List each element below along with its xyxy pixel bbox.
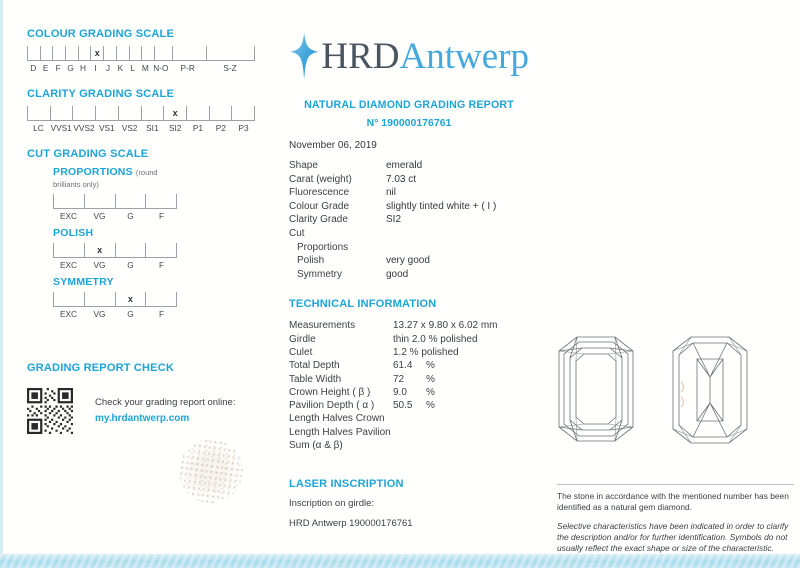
scale-cell-marked — [90, 46, 103, 60]
scale-label: P2 — [215, 123, 226, 133]
scale-cell — [154, 46, 173, 60]
inclusion-marks — [681, 382, 684, 407]
table-row — [289, 186, 529, 200]
colour-scale-bar — [27, 46, 255, 61]
row-value: 1.2 % polished — [393, 346, 459, 358]
row-value — [386, 227, 529, 241]
hrd-antwerp-logo — [289, 26, 529, 86]
scale-label: M — [141, 63, 149, 73]
row-unit: % — [426, 373, 435, 385]
cut-scale-heading: CUT GRADING SCALE — [27, 148, 149, 160]
row-value — [393, 426, 529, 439]
proportions-scale — [53, 166, 177, 221]
scale-label: P3 — [238, 123, 249, 133]
row-label: Pavilion Depth ( α ) — [289, 400, 375, 412]
scale-cell-marked — [163, 106, 186, 120]
scale-cell — [118, 106, 141, 120]
table-row — [289, 386, 529, 399]
symmetry-mark-x: x — [127, 294, 133, 304]
scale-label: EXC — [59, 211, 78, 221]
polish-scale-labels — [53, 260, 177, 270]
row-value: 13.27 x 9.80 x 6.02 mm — [393, 320, 498, 332]
row-label: Carat (weight) — [289, 173, 352, 185]
check-link[interactable]: my.hrdantwerp.com — [95, 413, 190, 424]
report-number: N° 190000176761 — [366, 117, 452, 129]
laser-inscription-value: HRD Antwerp 190000176761 — [289, 518, 413, 530]
proportions-note: (round brilliants only) — [53, 168, 158, 189]
proportions-scale-labels — [53, 211, 177, 221]
disclaimer-divider — [557, 484, 794, 485]
clarity-grading-scale — [27, 88, 255, 133]
clarity-scale-heading: CLARITY GRADING SCALE — [27, 88, 175, 100]
scale-cell — [72, 106, 95, 120]
proportions-heading: PROPORTIONS (round brilliants only) — [53, 166, 158, 189]
scan-edge — [0, 0, 3, 568]
report-title: NATURAL DIAMOND GRADING REPORT — [304, 99, 514, 111]
scale-cell — [50, 106, 73, 120]
row-label: Measurements — [289, 320, 356, 332]
row-value — [393, 439, 529, 452]
scale-cell — [53, 194, 84, 208]
logo-wordmark — [321, 35, 529, 77]
check-text: Check your grading report online: — [95, 397, 236, 408]
scale-label: G — [127, 260, 134, 270]
embossed-seal — [175, 435, 247, 507]
scale-label: E — [42, 63, 49, 73]
scale-label: F — [158, 211, 165, 221]
row-value: very good — [386, 255, 430, 267]
scale-label: J — [105, 63, 111, 73]
scale-cell — [78, 46, 91, 60]
scale-cell — [52, 46, 65, 60]
scale-label: L — [130, 63, 136, 73]
scale-label: VG — [93, 211, 106, 221]
scale-cell — [53, 243, 84, 257]
laser-line: Inscription on girdle: — [289, 498, 375, 510]
scale-cell — [103, 46, 116, 60]
scale-cell — [115, 194, 146, 208]
row-value: 72 — [393, 373, 405, 385]
row-value: slightly tinted white + ( I ) — [386, 200, 497, 212]
scale-label: P-R — [180, 63, 195, 73]
clarity-scale-bar — [27, 106, 255, 121]
symmetry-scale-labels — [53, 309, 177, 319]
polish-mark-x: x — [97, 245, 103, 255]
scale-cell — [129, 46, 142, 60]
scale-label: EXC — [59, 260, 78, 270]
laser-heading: LASER INSCRIPTION — [289, 478, 404, 491]
scale-cell — [53, 292, 84, 306]
scale-label: EXC — [59, 309, 78, 319]
symmetry-scale — [53, 276, 177, 319]
proportions-scale-bar — [53, 194, 177, 209]
row-value: 9.0 — [393, 386, 407, 398]
table-row — [289, 439, 529, 452]
technical-heading: TECHNICAL INFORMATION — [289, 298, 437, 311]
row-value — [393, 412, 529, 425]
scale-label: K — [117, 63, 124, 73]
row-value: emerald — [386, 160, 423, 171]
scales-column — [27, 28, 255, 334]
row-label: Colour Grade — [289, 200, 350, 212]
colour-scale-heading: COLOUR GRADING SCALE — [27, 28, 174, 40]
scale-label: VG — [93, 309, 106, 319]
row-label: Clarity Grade — [289, 214, 348, 226]
scale-label: VG — [93, 260, 106, 270]
row-label: Girdle — [289, 333, 316, 345]
scale-label: D — [30, 63, 37, 73]
qr-code-icon — [27, 388, 73, 434]
scale-cell — [145, 194, 177, 208]
scale-label: VS2 — [121, 123, 138, 133]
table-row — [289, 200, 529, 214]
scale-label: G — [67, 63, 74, 73]
row-label: Fluorescence — [289, 187, 350, 199]
row-label: Proportions — [297, 241, 349, 253]
row-value: nil — [386, 187, 397, 199]
scale-label: VS1 — [98, 123, 115, 133]
scale-label: F — [55, 63, 61, 73]
table-row — [289, 213, 529, 227]
table-row — [289, 426, 529, 439]
logo-hrd-text: HRD — [321, 35, 400, 77]
scale-cell — [206, 46, 255, 60]
clarity-mark-x: x — [172, 108, 178, 118]
colour-grading-scale — [27, 28, 255, 73]
row-value: thin 2.0 % polished — [393, 333, 478, 345]
row-unit: % — [426, 360, 435, 372]
scale-label: LC — [33, 123, 44, 133]
table-row — [289, 227, 529, 241]
scale-label: VVS2 — [73, 123, 95, 133]
row-label: Shape — [289, 160, 318, 171]
cut-grading-scale — [27, 148, 255, 319]
scale-cell — [141, 106, 164, 120]
scale-cell — [84, 194, 115, 208]
scale-cell — [95, 106, 118, 120]
scale-cell — [145, 292, 177, 306]
row-value — [386, 241, 529, 255]
table-row — [289, 268, 529, 282]
clarity-scale-labels — [27, 123, 255, 133]
symmetry-heading: SYMMETRY — [53, 276, 114, 288]
scale-label: SI1 — [146, 123, 159, 133]
table-row — [289, 399, 529, 412]
polish-scale — [53, 227, 177, 270]
row-label: Length Halves Crown — [289, 413, 385, 425]
scale-cell — [209, 106, 232, 120]
polish-scale-bar — [53, 243, 177, 258]
scale-cell — [145, 243, 177, 257]
table-row — [289, 373, 529, 386]
table-row — [289, 333, 529, 346]
scale-label: N-O — [153, 63, 169, 73]
emerald-pavilion-diagram-icon — [671, 334, 749, 446]
security-band — [0, 554, 800, 568]
row-label: Sum (α & β) — [289, 440, 343, 452]
scale-cell — [84, 292, 115, 306]
row-label: Total Depth — [289, 360, 340, 372]
row-value: 61.4 — [393, 360, 413, 372]
table-row — [289, 319, 529, 332]
scale-label: H — [80, 63, 87, 73]
table-row — [289, 346, 529, 359]
scale-cell — [172, 46, 206, 60]
symmetry-scale-bar — [53, 292, 177, 307]
scale-cell-marked — [84, 243, 115, 257]
scale-label: VVS1 — [50, 123, 72, 133]
scale-label: F — [158, 309, 165, 319]
table-row — [289, 359, 529, 372]
row-value: good — [386, 268, 409, 280]
scale-cell — [186, 106, 209, 120]
scale-label: G — [127, 211, 134, 221]
row-label: Crown Height ( β ) — [289, 386, 371, 398]
table-row — [289, 412, 529, 425]
row-unit: % — [426, 386, 435, 398]
scale-cell — [27, 46, 40, 60]
table-row — [289, 254, 529, 268]
scale-cell — [115, 243, 146, 257]
check-heading: GRADING REPORT CHECK — [27, 362, 175, 374]
report-date: November 06, 2019 — [289, 140, 377, 151]
colour-mark-x: x — [94, 48, 100, 58]
identification-statement: The stone in accordance with the mentioned number has been identified as a natural gem diamond. — [557, 491, 789, 513]
row-unit: % — [426, 400, 435, 412]
scale-label: P1 — [192, 123, 204, 133]
row-label: Table Width — [289, 373, 342, 385]
grading-report-check — [27, 362, 267, 434]
scale-label: S-Z — [223, 63, 237, 73]
characteristics-note: Selective characteristics have been indicated in order to clarify the description and/or for further identification. Symbols do not usually reflect the exact shape or size of the characteristic. — [557, 521, 789, 554]
scale-cell — [141, 46, 154, 60]
row-value: 50.5 — [393, 400, 413, 412]
hrd-star-icon — [289, 27, 319, 85]
summary-table — [289, 159, 529, 281]
table-row — [289, 241, 529, 255]
row-label: Cut — [289, 227, 305, 239]
row-label: Symmetry — [297, 268, 342, 280]
technical-table — [289, 319, 529, 452]
colour-scale-labels — [27, 63, 255, 73]
logo-antwerp-text: Antwerp — [399, 35, 529, 77]
scale-label: G — [127, 309, 134, 319]
row-label: Length Halves Pavilion — [289, 426, 391, 438]
row-label: Polish — [297, 255, 325, 267]
scale-cell — [27, 106, 50, 120]
scale-cell — [231, 106, 255, 120]
scale-cell — [116, 46, 129, 60]
row-label: Culet — [289, 346, 313, 358]
table-row — [289, 173, 529, 187]
scale-cell — [40, 46, 53, 60]
scale-cell-marked — [115, 292, 146, 306]
scale-label: SI2 — [168, 123, 182, 133]
diamond-diagrams — [557, 334, 795, 446]
scale-label: I — [94, 63, 97, 73]
table-row — [289, 159, 529, 173]
scale-cell — [65, 46, 78, 60]
row-value: 7.03 ct — [386, 173, 417, 185]
report-body — [289, 26, 529, 529]
row-value: SI2 — [386, 214, 402, 226]
disclaimer-block — [557, 484, 794, 554]
emerald-crown-diagram-icon — [557, 334, 635, 444]
scale-label: F — [158, 260, 165, 270]
polish-heading: POLISH — [53, 227, 94, 239]
